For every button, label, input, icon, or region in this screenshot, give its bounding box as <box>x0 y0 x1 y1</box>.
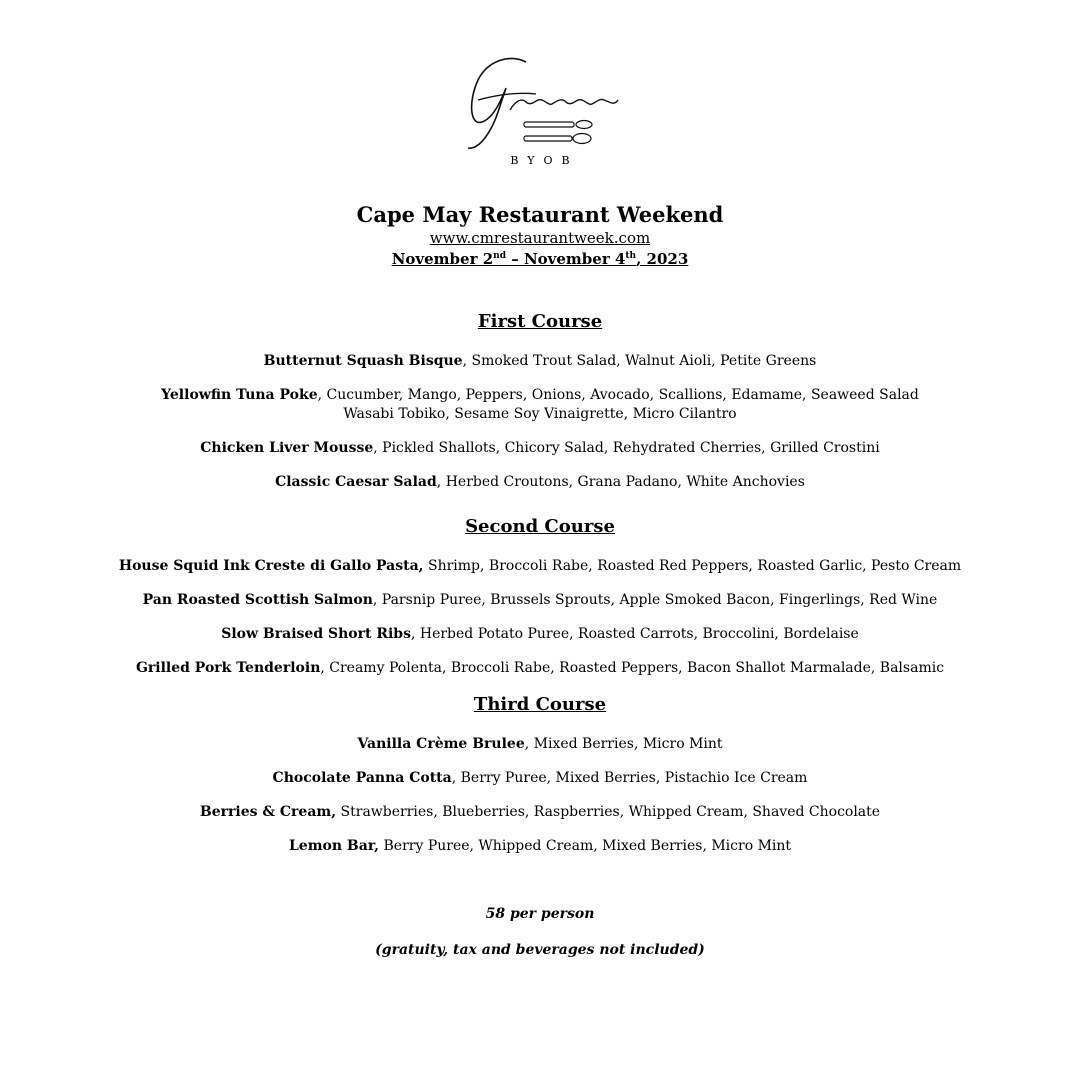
dish-item <box>0 803 1080 822</box>
first-course-heading: First Course <box>477 311 603 332</box>
dish-name: Butternut Squash Bisque <box>263 353 463 369</box>
dish-item <box>0 386 1080 424</box>
dish-name: Classic Caesar Salad <box>275 474 437 490</box>
dish-desc: , Pickled Shallots, Chicory Salad, Rehydrated Cherries, Grilled Crostini <box>373 440 880 456</box>
dish-desc: , Berry Puree, Mixed Berries, Pistachio Ice Cream <box>451 770 808 786</box>
dish-item <box>0 591 1080 610</box>
dish-name: Chocolate Panna Cotta <box>272 770 452 786</box>
dish-desc: , Parsnip Puree, Brussels Sprouts, Apple Smoked Bacon, Fingerlings, Red Wine <box>372 592 938 608</box>
dish-name: Slow Braised Short Ribs <box>221 626 411 642</box>
date-end-suffix: th <box>625 251 637 261</box>
dish-item <box>0 473 1080 492</box>
dish-desc: Strawberries, Blueberries, Raspberries, Whipped Cream, Shaved Chocolate <box>336 804 881 820</box>
third-course-heading: Third Course <box>473 694 607 715</box>
grana-logo <box>440 50 640 175</box>
second-course-heading: Second Course <box>465 516 615 537</box>
dish-name: Yellowfin Tuna Poke <box>161 387 318 403</box>
event-url[interactable]: www.cmrestaurantweek.com <box>429 229 651 247</box>
dish-item <box>0 439 1080 458</box>
event-title: Cape May Restaurant Weekend <box>356 202 724 227</box>
dish-name: Berries & Cream, <box>199 804 337 820</box>
dish-desc: , Smoked Trout Salad, Walnut Aioli, Petite Greens <box>462 353 817 369</box>
dish-item <box>0 352 1080 371</box>
dish-item <box>0 625 1080 644</box>
dish-desc: , Creamy Polenta, Broccoli Rabe, Roasted Peppers, Bacon Shallot Marmalade, Balsamic <box>320 660 945 676</box>
dish-item <box>0 557 1080 576</box>
dish-item <box>0 837 1080 856</box>
dish-desc-line2: Wasabi Tobiko, Sesame Soy Vinaigrette, Micro Cilantro <box>343 406 737 422</box>
date-start-suffix: nd <box>493 251 506 261</box>
price-per-person: 58 per person <box>485 906 595 922</box>
pricing-note: (gratuity, tax and beverages not included) <box>375 942 705 958</box>
dish-item <box>0 769 1080 788</box>
dish-desc: Shrimp, Broccoli Rabe, Roasted Red Peppers, Roasted Garlic, Pesto Cream <box>423 558 962 574</box>
dish-desc: , Herbed Potato Puree, Roasted Carrots, Broccolini, Bordelaise <box>410 626 859 642</box>
logo-subtitle: BYOB <box>510 154 579 167</box>
dish-desc: , Herbed Croutons, Grana Padano, White Anchovies <box>436 474 805 490</box>
date-end: – November 4 <box>506 250 626 268</box>
dish-desc: , Mixed Berries, Micro Mint <box>524 736 723 752</box>
dish-name: Lemon Bar, <box>288 838 380 854</box>
dish-item <box>0 659 1080 678</box>
date-start: November 2 <box>391 250 494 268</box>
event-dates <box>0 250 1080 268</box>
dish-item <box>0 735 1080 754</box>
dish-name: Grilled Pork Tenderloin <box>135 660 321 676</box>
dish-name: House Squid Ink Creste di Gallo Pasta, <box>118 558 424 574</box>
dish-name: Vanilla Crème Brulee <box>357 736 525 752</box>
dish-name: Chicken Liver Mousse <box>200 440 374 456</box>
dish-desc: , Cucumber, Mango, Peppers, Onions, Avocado, Scallions, Edamame, Seaweed Salad <box>317 387 919 403</box>
dish-name: Pan Roasted Scottish Salmon <box>142 592 373 608</box>
dish-desc: Berry Puree, Whipped Cream, Mixed Berries, Micro Mint <box>379 838 792 854</box>
date-year: , 2023 <box>636 250 689 268</box>
